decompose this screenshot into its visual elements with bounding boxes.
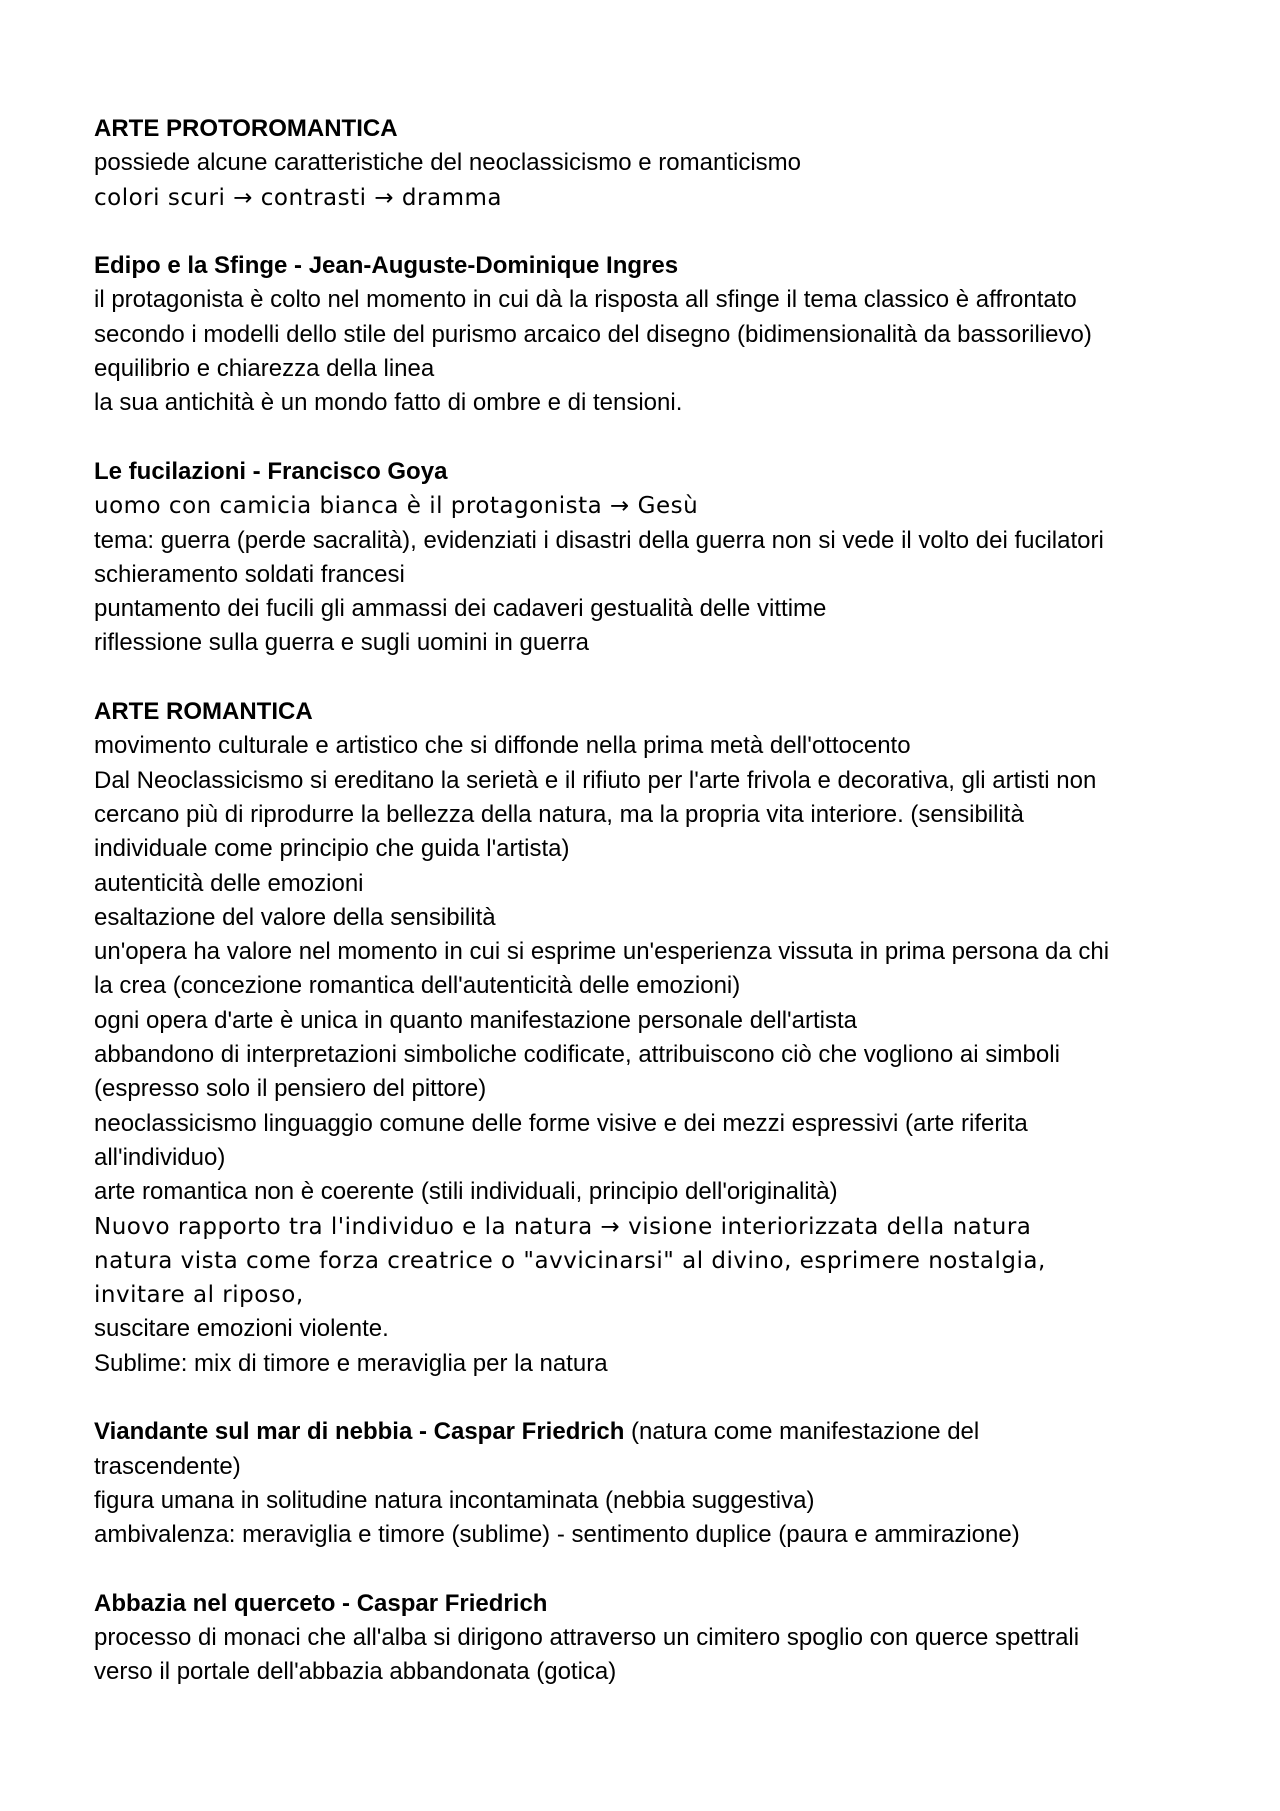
text-line: processo di monaci che all'alba si dirigono attraverso un cimitero spoglio con querce spettrali — [94, 1624, 1080, 1652]
paragraph-gap — [94, 1381, 1214, 1415]
text-line: equilibrio e chiarezza della linea — [94, 355, 435, 383]
section-title: ARTE ROMANTICA — [94, 698, 313, 726]
text-line: movimento culturale e artistico che si diffonde nella prima metà dell'ottocento — [94, 732, 911, 760]
text-line: la crea (concezione romantica dell'autenticità delle emozioni) — [94, 972, 741, 1000]
text-line: colori scuri → contrasti → dramma — [94, 184, 502, 211]
text-line: trascendente) — [94, 1452, 241, 1480]
text-line: individuale come principio che guida l'artista) — [94, 835, 570, 863]
section-arte-romantica — [94, 695, 1214, 1381]
paragraph-gap — [94, 1552, 1214, 1586]
text-line: esaltazione del valore della sensibilità — [94, 903, 496, 931]
text-line: verso il portale dell'abbazia abbandonata (gotica) — [94, 1658, 617, 1686]
text-line: ogni opera d'arte è unica in quanto manifestazione personale dell'artista — [94, 1006, 857, 1034]
text-line: arte romantica non è coerente (stili individuali, principio dell'originalità) — [94, 1178, 838, 1206]
text-line: Dal Neoclassicismo si ereditano la serietà e il rifiuto per l'arte frivola e decorativa, gli artisti non — [94, 766, 1097, 794]
text-line: all'individuo) — [94, 1143, 226, 1171]
text-line: ambivalenza: meraviglia e timore (sublime) - sentimento duplice (paura e ammirazione) — [94, 1521, 1020, 1549]
section-heading-line — [94, 1415, 1214, 1449]
section-title: ARTE PROTOROMANTICA — [94, 115, 398, 142]
paragraph-gap — [94, 215, 1214, 249]
section-title: Le fucilazioni - Francisco Goya — [94, 457, 448, 485]
section-title: Abbazia nel querceto - Caspar Friedrich — [94, 1589, 548, 1617]
text-line: figura umana in solitudine natura incontaminata (nebbia suggestiva) — [94, 1486, 815, 1514]
section-title-note: (natura come manifestazione del — [624, 1418, 980, 1446]
section-le-fucilazioni — [94, 455, 1214, 661]
text-line: un'opera ha valore nel momento in cui si esprime un'esperienza vissuta in prima persona da chi — [94, 938, 1110, 966]
text-line: cercano più di riprodurre la bellezza della natura, ma la propria vita interiore. (sensibilità — [94, 800, 1024, 828]
paragraph-gap — [94, 661, 1214, 695]
text-line: invitare al riposo, — [94, 1282, 304, 1309]
text-line: abbandono di interpretazioni simboliche codificate, attribuiscono ciò che vogliono ai simboli — [94, 1041, 1060, 1069]
text-line: Sublime: mix di timore e meraviglia per la natura — [94, 1349, 608, 1377]
section-abbazia-nel-querceto — [94, 1587, 1214, 1690]
text-line: la sua antichità è un mondo fatto di ombre e di tensioni. — [94, 389, 683, 417]
text-line: riflessione sulla guerra e sugli uomini in guerra — [94, 629, 589, 657]
section-title: Edipo e la Sfinge - Jean-Auguste-Dominique Ingres — [94, 252, 679, 280]
paragraph-gap — [94, 421, 1214, 455]
text-line: secondo i modelli dello stile del purismo arcaico del disegno (bidimensionalità da bassorilievo) — [94, 320, 1092, 348]
text-line: puntamento dei fucili gli ammassi dei cadaveri gestualità delle vittime — [94, 595, 827, 623]
section-edipo-e-la-sfinge — [94, 249, 1214, 420]
text-line: autenticità delle emozioni — [94, 869, 364, 897]
text-line: il protagonista è colto nel momento in cui dà la risposta all sfinge il tema classico è affrontato — [94, 286, 1077, 314]
text-line: suscitare emozioni violente. — [94, 1315, 389, 1343]
text-line: neoclassicismo linguaggio comune delle forme visive e dei mezzi espressivi (arte riferita — [94, 1109, 1028, 1137]
section-viandante-sul-mar-di-nebbia — [94, 1415, 1214, 1552]
text-line: natura vista come forza creatrice o "avvicinarsi" al divino, esprimere nostalgia, — [94, 1247, 1046, 1274]
text-line: tema: guerra (perde sacralità), evidenziati i disastri della guerra non si vede il volto dei fucilatori — [94, 526, 1104, 554]
section-arte-protoromantica — [94, 112, 1214, 215]
document-body — [94, 112, 1214, 1690]
text-line: (espresso solo il pensiero del pittore) — [94, 1075, 487, 1103]
text-line: uomo con camicia bianca è il protagonista → Gesù — [94, 493, 699, 520]
section-title: Viandante sul mar di nebbia - Caspar Friedrich — [94, 1418, 625, 1446]
text-line: possiede alcune caratteristiche del neoclassicismo e romanticismo — [94, 149, 801, 177]
text-line: schieramento soldati francesi — [94, 560, 405, 588]
text-line: Nuovo rapporto tra l'individuo e la natura → visione interiorizzata della natura — [94, 1213, 1032, 1240]
